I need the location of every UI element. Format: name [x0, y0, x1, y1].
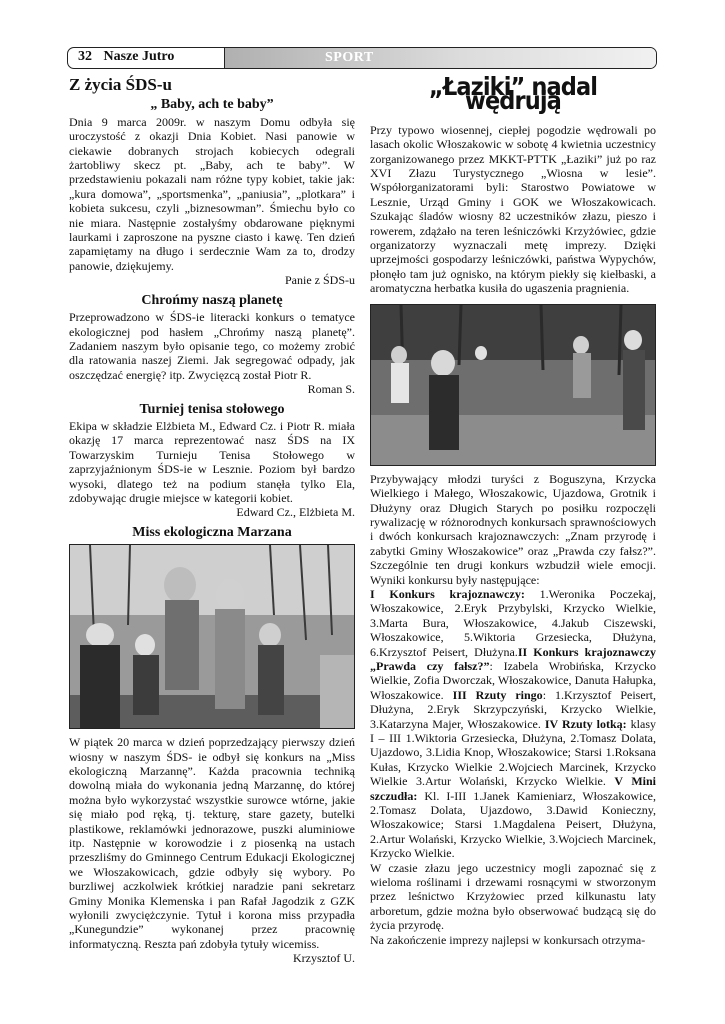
section-label: SPORT [325, 50, 374, 65]
marzanna-photo [69, 544, 355, 729]
result-text: : Izabela Wrobińska, Krzycko Wielkie, Zofia Dworczak, Włoszakowice, Danuta Hałupka, Włoszakowice. [370, 658, 656, 702]
page-header [67, 47, 657, 69]
article-text: Ekipa w składzie Elżbieta M., Edward Cz. i Piotr R. miała okazję 17 marca reprezentować nasz ŚDS na IX Towarzyskim Turnieju Tenisa Stołowego w zaprzyjaźnionym ŚDS-ie w Lesznie. Poziom był bardzo wysoki, dlatego też na podium stanęła tylko Ela, zdobywając drugie miejsce w kategorii kobiet. [69, 418, 355, 505]
publication-name: Nasze Jutro [103, 49, 175, 64]
result-text: Kl. I-III 1.Janek Kamieniarz, Włoszakowice, 2.Tomasz Dolata, Ujazdowo, 3.Dawid Konieczny, Włoszakowice; Starsi 1.Magdalena Peisert, Dłużyna, 2.Artur Wolański, Krzycko Wielkie, 3.Wojciech Marcinek, Krzycko Wielkie. [370, 788, 656, 861]
article-signature: Roman S. [307, 382, 355, 397]
result-label: II Konkurs krajoznawczy „Prawda czy fałsz?” [370, 644, 656, 673]
article-body: Na zakończenie imprezy najlepsi w konkursach otrzyma- [370, 932, 646, 947]
article-signature: Edward Cz., Elżbieta M. [236, 505, 355, 520]
article-intro: Przy typowo wiosennej, ciepłej pogodzie wędrowali po lasach okolic Włoszakowic w sobotę 4 kwietnia uczestnicy zorganizowanego przez MKKT-PTTK „Łaziki” już po raz XVI Złazu Turystycznego „Wiosna w lesie”. Współorganizatorami byli: Starostwo Powiatowe w Lesznie, Urząd Gminy i GOK we Włoszakowicach. Szukając śladów wiosny 82 uczestników złazu, pieszo i rowerem, zdążało na teren leśniczówki Krzyżówiec, gdzie organizatorzy wyznaczali metę imprezy. Dzięki uprzejmości gospodarzy leśniczówki, państwa Wypychów, płonęło tam już ognisko, na którym piekły się kiełbaski, a aromatyczna herbatka kusiła do ugaszenia pragnienia. [370, 122, 656, 296]
result-label: III Rzuty ringo [452, 687, 543, 702]
article-title: „ Baby, ach te baby” [150, 97, 274, 113]
section-banner [224, 48, 656, 68]
article-signature: Krzysztof U. [293, 951, 355, 966]
article-body: Przybywający młodzi turyści z Boguszyna, Krzycka Wielkiego i Małego, Włoszakowic, Ujazdowa, Grotnik i Dłużyny oraz Długich Starych po posiłku rozpoczęli rywalizację w różnorodnych konkursach sprawnościowych i dwóch konkursach krajoznawczych: „Znam przyrodę i zabytki Gminy Włoszakowice” oraz „Prawda czy fałsz?”. Szczególnie ten drugi konkurs wzbudził wiele emocji. Wyniki konkursu były następujące: [370, 471, 656, 587]
article-text: Dnia 9 marca 2009r. w naszym Domu odbyła się uroczystość z okazji Dnia Kobiet. Nasi panowie w ciekawie dobranych strojach kobiecych odegrali żartobliwy skecz pt. „Baby, ach te baby”. W przedstawieniu pokazali nam różne typy kobiet, takie jak: „kura domowa”, „sportsmenka”, „paniusia”, „plotkara” i kobieta sukcesu, czyli „biznesowman”. Śmiechu było co nie miara. Następnie zostałyśmy obdarowane pięknymi laurkami i zaproszone na pyszne ciasto i kawę. Ten dzień zapamiętamy na długo i serdecznie Wam za to, drodzy panowie, dziękujemy. [69, 114, 355, 273]
section-title: Z życia ŚDS-u [69, 75, 172, 94]
article-signature: Panie z ŚDS-u [285, 273, 355, 288]
result-text: : 1.Krzysztof Peisert, Dłużyna, 2.Eryk Skrzypczyński, Krzycko Wielkie, 3.Katarzyna Majer, Włoszakowice. [370, 687, 657, 731]
result-text: klasy I – III 1.Wiktoria Grzesiecka, Dłużyna, 2.Tomasz Dolata, Ujazdowo, 3.Lidia Knop, Włoszakowice; Starsi 1.Roksana Kułas, Krzycko Wielkie 2.Wojciech Marcinek, Krzycko Wielkie 3.Artur Wolański, Krzycko Wielkie. [370, 716, 656, 789]
hike-photo [370, 304, 656, 466]
article-text: Przeprowadzono w ŚDS-ie literacki konkurs o tematyce ekologicznej pod hasłem „Chrońmy naszą planetę”. Zadaniem naszym było opisanie tego, co możemy zrobić dla ratowania naszej Ziemi. Jak segregować odpady, jak oszczędzać energię? itp. Zwycięzcą został Piotr R. [69, 310, 355, 382]
result-text: 1.Weronika Poczekaj, Włoszakowice, 2.Eryk Przybylski, Krzycko Wielkie, 3.Marta Bura, Włoszakowice, 4.Jakub Ciszewski, Włoszakowice, 5.Wiktoria Grzesiecka, Dłużyna, 6.Krzysztof Peisert, Dłużyna. [370, 586, 656, 659]
page-number: 32 [78, 49, 92, 64]
result-label: I Konkurs krajoznawczy: [370, 586, 525, 601]
result-label: V Mini szczudła: [370, 774, 657, 803]
article-title: Turniej tenisa stołowego [139, 401, 285, 417]
article-text: W piątek 20 marca w dzień poprzedzający pierwszy dzień wiosny w naszym ŚDS- ie odbył się konkurs na „Miss ekologiczną Marzannę”. Każda pracownia techniką dowolną miała do wykonania jedną Marzannę, do której można było wykorzystać wszystkie surowce wtórne, jakie się miało pod ręką, tj. tekturę, stare gazety, butelki plastikowe, reklamówki jednorazowe, puszki aluminiowe itp. Następnie w korowodzie i z piosenką na ustach przeszliśmy do Gminnego Centrum Edukacji Ekologicznej we Włoszakowicach, gdzie odbyły się wybory. Po burzliwej aczkolwiek krótkiej naradzie pani sekretarz Gminy Monika Klemenska i pan Rafał Jagodzik z GZK wyłonili zwyciężczynie. Tytuł i korona miss przypadła „Kunegundzie” wykonanej przez pracownię informatyczną. Reszta pań zdobyła tytuły wicemiss. [69, 735, 355, 951]
header-left [78, 49, 174, 65]
article-headline: „Łaziki” nadal wędrują [428, 72, 598, 116]
right-column [370, 74, 656, 947]
article-body: W czasie złazu jego uczestnicy mogli zapoznać się z wieloma roślinami i drzewami rosnącymi w stworzonym przez leśnictwo Krzyżowiec przed kilkunastu laty arboretum, gdzie można było obserwować budzącą się do życia przyrodę. [370, 860, 656, 933]
article-title: Miss ekologiczna Marzana [132, 524, 292, 540]
article-title: Chrońmy naszą planetę [141, 292, 283, 308]
left-column [69, 74, 355, 968]
results-paragraph [370, 587, 656, 861]
result-label: IV Rzuty lotką: [544, 716, 627, 731]
